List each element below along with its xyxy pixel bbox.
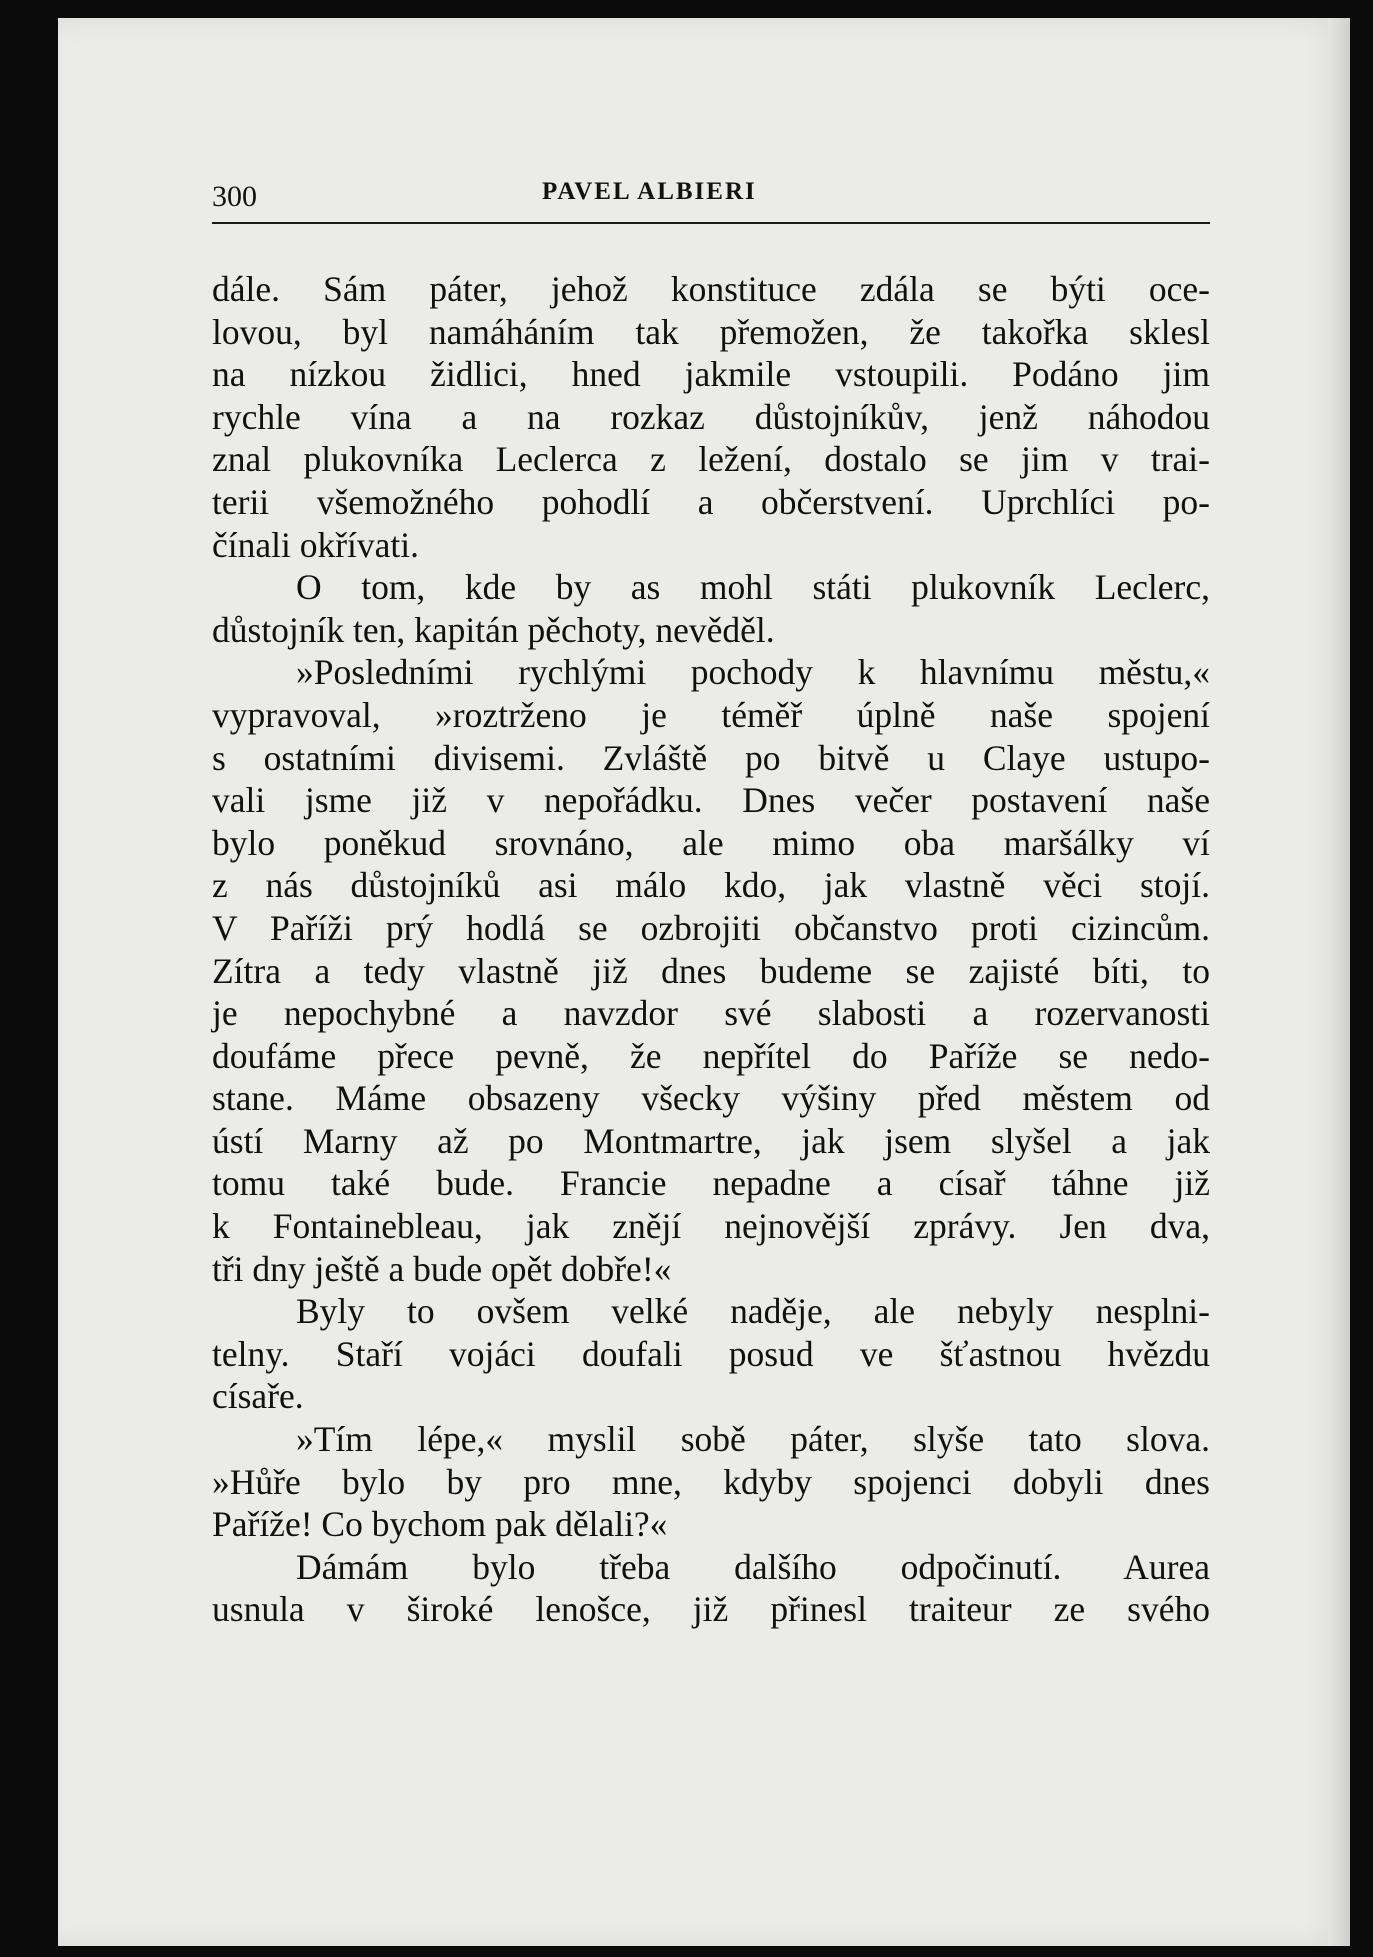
text-line: »Posledními rychlými pochody k hlavnímu městu,«	[296, 652, 1210, 693]
paragraph	[212, 651, 1210, 1290]
paragraph	[212, 1546, 1210, 1631]
text-line: císaře.	[212, 1376, 304, 1417]
header-rule	[212, 222, 1210, 224]
text-line: tomu také bude. Francie nepadne a císař táhne již	[212, 1163, 1210, 1204]
page-edge	[1328, 18, 1350, 1946]
paragraph	[212, 566, 1210, 651]
text-line: O tom, kde by as mohl státi plukovník Leclerc,	[296, 567, 1210, 608]
text-line: Zítra a tedy vlastně již dnes budeme se zajisté bíti, to	[212, 950, 1210, 991]
text-line: Byly to ovšem velké naděje, ale nebyly nesplni-	[296, 1291, 1210, 1332]
text-line: Dámám bylo třeba dalšího odpočinutí. Aurea	[296, 1546, 1210, 1587]
page-header	[212, 162, 1212, 213]
body-text	[212, 268, 1210, 1631]
text-line: vali jsme již v nepořádku. Dnes večer postavení naše	[212, 780, 1210, 821]
text-line: čínali okřívati.	[212, 524, 420, 565]
text-line: důstojník ten, kapitán pěchoty, nevěděl.	[212, 609, 775, 650]
text-line: doufáme přece pevně, že nepřítel do Paříže se nedo-	[212, 1035, 1210, 1076]
paragraph	[212, 1290, 1210, 1418]
paragraph	[212, 1418, 1210, 1546]
text-line: tři dny ještě a bude opět dobře!«	[212, 1248, 672, 1289]
text-line: lovou, byl namáháním tak přemožen, že takořka sklesl	[212, 311, 1210, 352]
text-line: telny. Staří vojáci doufali posud ve šťastnou hvězdu	[212, 1333, 1210, 1374]
text-line: na nízkou židlici, hned jakmile vstoupili. Podáno jim	[212, 354, 1210, 395]
text-line: vypravoval, »roztrženo je téměř úplně naše spojení	[212, 694, 1210, 735]
text-line: znal plukovníka Leclerca z ležení, dostalo se jim v trai-	[212, 439, 1210, 480]
text-line: ústí Marny až po Montmartre, jak jsem slyšel a jak	[212, 1120, 1210, 1161]
page-number: 300	[212, 180, 257, 213]
text-line: rychle vína a na rozkaz důstojníkův, jenž náhodou	[212, 396, 1210, 437]
text-line: terii všemožného pohodlí a občerstvení. Uprchlíci po-	[212, 481, 1210, 522]
text-line: stane. Máme obsazeny všecky výšiny před městem od	[212, 1078, 1210, 1119]
text-line: »Hůře bylo by pro mne, kdyby spojenci dobyli dnes	[212, 1461, 1210, 1502]
text-line: s ostatními divisemi. Zvláště po bitvě u Claye ustupo-	[212, 737, 1210, 778]
running-head: PAVEL ALBIERI	[542, 178, 757, 205]
text-line: z nás důstojníků asi málo kdo, jak vlastně věci stojí.	[212, 865, 1210, 906]
text-line: »Tím lépe,« myslil sobě páter, slyše tato slova.	[296, 1419, 1210, 1460]
text-line: bylo poněkud srovnáno, ale mimo oba maršálky ví	[212, 822, 1210, 863]
text-line: k Fontainebleau, jak znějí nejnovější zprávy. Jen dva,	[212, 1206, 1210, 1247]
text-line: Paříže! Co bychom pak dělali?«	[212, 1504, 668, 1545]
text-line: dále. Sám páter, jehož konstituce zdála se býti oce-	[212, 269, 1210, 309]
text-line: V Paříži prý hodlá se ozbrojiti občanstvo proti cizincům.	[212, 907, 1210, 948]
paragraph	[212, 268, 1210, 566]
text-line: je nepochybné a navzdor své slabosti a rozervanosti	[212, 993, 1210, 1034]
text-line: usnula v široké lenošce, již přinesl traiteur ze svého	[212, 1589, 1210, 1630]
